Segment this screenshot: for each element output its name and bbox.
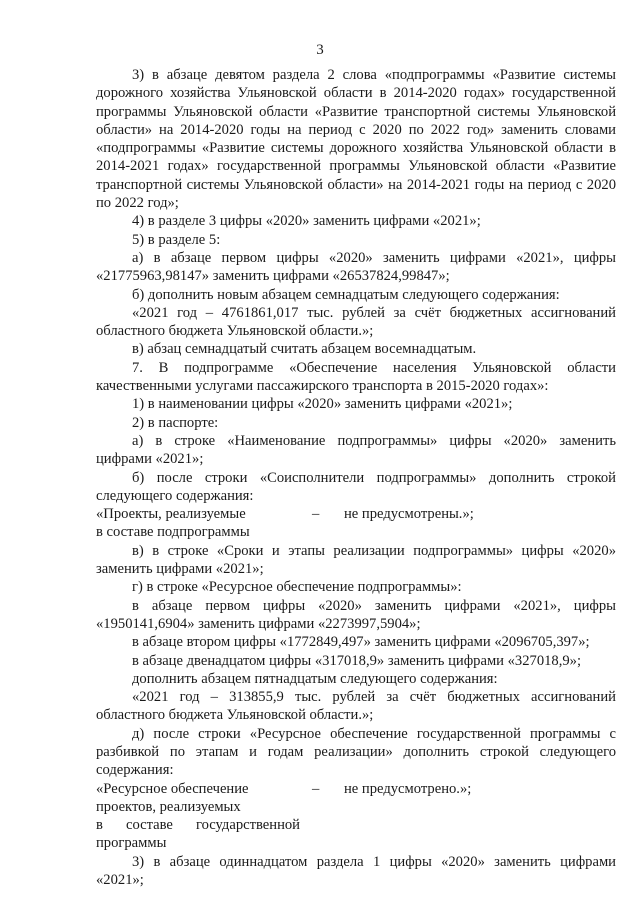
paragraph: б) дополнить новым абзацем семнадцатым следующего содержания: [132, 286, 560, 303]
paragraph: а) в строке «Наименование подпрограммы» цифры «2020» заменить цифрами «2021»; [96, 432, 616, 468]
paragraph: в абзаце втором цифры «1772849,497» заменить цифрами «2096705,397»; [132, 634, 590, 651]
paragraph: дополнить абзацем пятнадцатым следующего содержания: [132, 670, 498, 687]
table-cell-value: не предусмотрены.»; [344, 506, 474, 523]
table-cell-label [96, 505, 312, 542]
table-cell-label-line: «Проекты, реализуемые [96, 506, 246, 523]
paragraph: «2021 год – 313855,9 тыс. рублей за счёт бюджетных ассигнований областного бюджета Ульяновской области.»; [96, 689, 616, 724]
inserted-table-row-projects [96, 505, 616, 542]
paragraph: 5) в разделе 5: [132, 231, 221, 248]
table-cell-label-line: в составе подпрограммы [96, 524, 250, 541]
paragraph: в) абзац семнадцатый считать абзацем восемнадцатым. [132, 341, 477, 358]
table-cell-label-line: «Ресурсное обеспечение [96, 780, 249, 797]
table-cell-value: не предусмотрено.»; [344, 780, 472, 797]
paragraph: 3) в абзаце девятом раздела 2 слова «подпрограммы «Развитие системы дорожного хозяйства Ульяновской области в 2014-2020 годах» государственной программы Ульяновской области «Развитие транспортной системы Ульяновской области» на 2014-2020 годы на период с 2020 по 2022 год» заменить словами «подпрограммы «Развитие системы дорожного хозяйства Ульяновской области в 2014-2021 годах» государственной программы Ульяновской области «Развитие транспортной системы Ульяновской области» на 2014-2021 годы на период с 2020 по 2022 год»; [96, 67, 616, 212]
paragraph: 3) в абзаце одиннадцатом раздела 1 цифры «2020» заменить цифрами «2021»; [96, 853, 616, 889]
paragraph: 2) в паспорте: [132, 414, 219, 431]
paragraph: 7. В подпрограмме «Обеспечение населения Ульяновской области качественными услугами пассажирского транспорта в 2015-2020 годах»: [96, 359, 616, 395]
table-cell-label-line: программы [96, 835, 167, 852]
paragraph: в абзаце первом цифры «2020» заменить цифрами «2021», цифры «1950141,6904» заменить цифрами «2273997,5904»; [96, 597, 616, 632]
document-body [96, 66, 616, 889]
table-cell-label-line: в составе государственной [96, 817, 300, 834]
table-cell-label [96, 780, 312, 853]
page-number: 3 [316, 42, 324, 58]
paragraph: а) в абзаце первом цифры «2020» заменить цифрами «2021», цифры «21775963,98147» заменить цифрами «26537824,99847»; [96, 249, 616, 285]
table-cell-label-line: проектов, реализуемых [96, 798, 241, 815]
paragraph: 4) в разделе 3 цифры «2020» заменить цифрами «2021»; [132, 213, 481, 230]
paragraph: г) в строке «Ресурсное обеспечение подпрограммы»: [132, 579, 462, 596]
table-cell-dash: – [312, 780, 320, 797]
inserted-table-row-resources [96, 780, 616, 853]
paragraph: д) после строки «Ресурсное обеспечение государственной программы с разбивкой по этапам и годам реализации» дополнить строкой следующего содержания: [96, 725, 616, 779]
table-cell-dash: – [312, 506, 320, 523]
paragraph: «2021 год – 4761861,017 тыс. рублей за счёт бюджетных ассигнований областного бюджета Ульяновской области.»; [96, 304, 616, 340]
paragraph: в абзаце двенадцатом цифры «317018,9» заменить цифрами «327018,9»; [132, 652, 582, 669]
paragraph: б) после строки «Соисполнители подпрограммы» дополнить строкой следующего содержания: [96, 469, 616, 504]
paragraph: 1) в наименовании цифры «2020» заменить цифрами «2021»; [132, 396, 513, 413]
paragraph: в) в строке «Сроки и этапы реализации подпрограммы» цифры «2020» заменить цифрами «2021»; [96, 542, 616, 578]
